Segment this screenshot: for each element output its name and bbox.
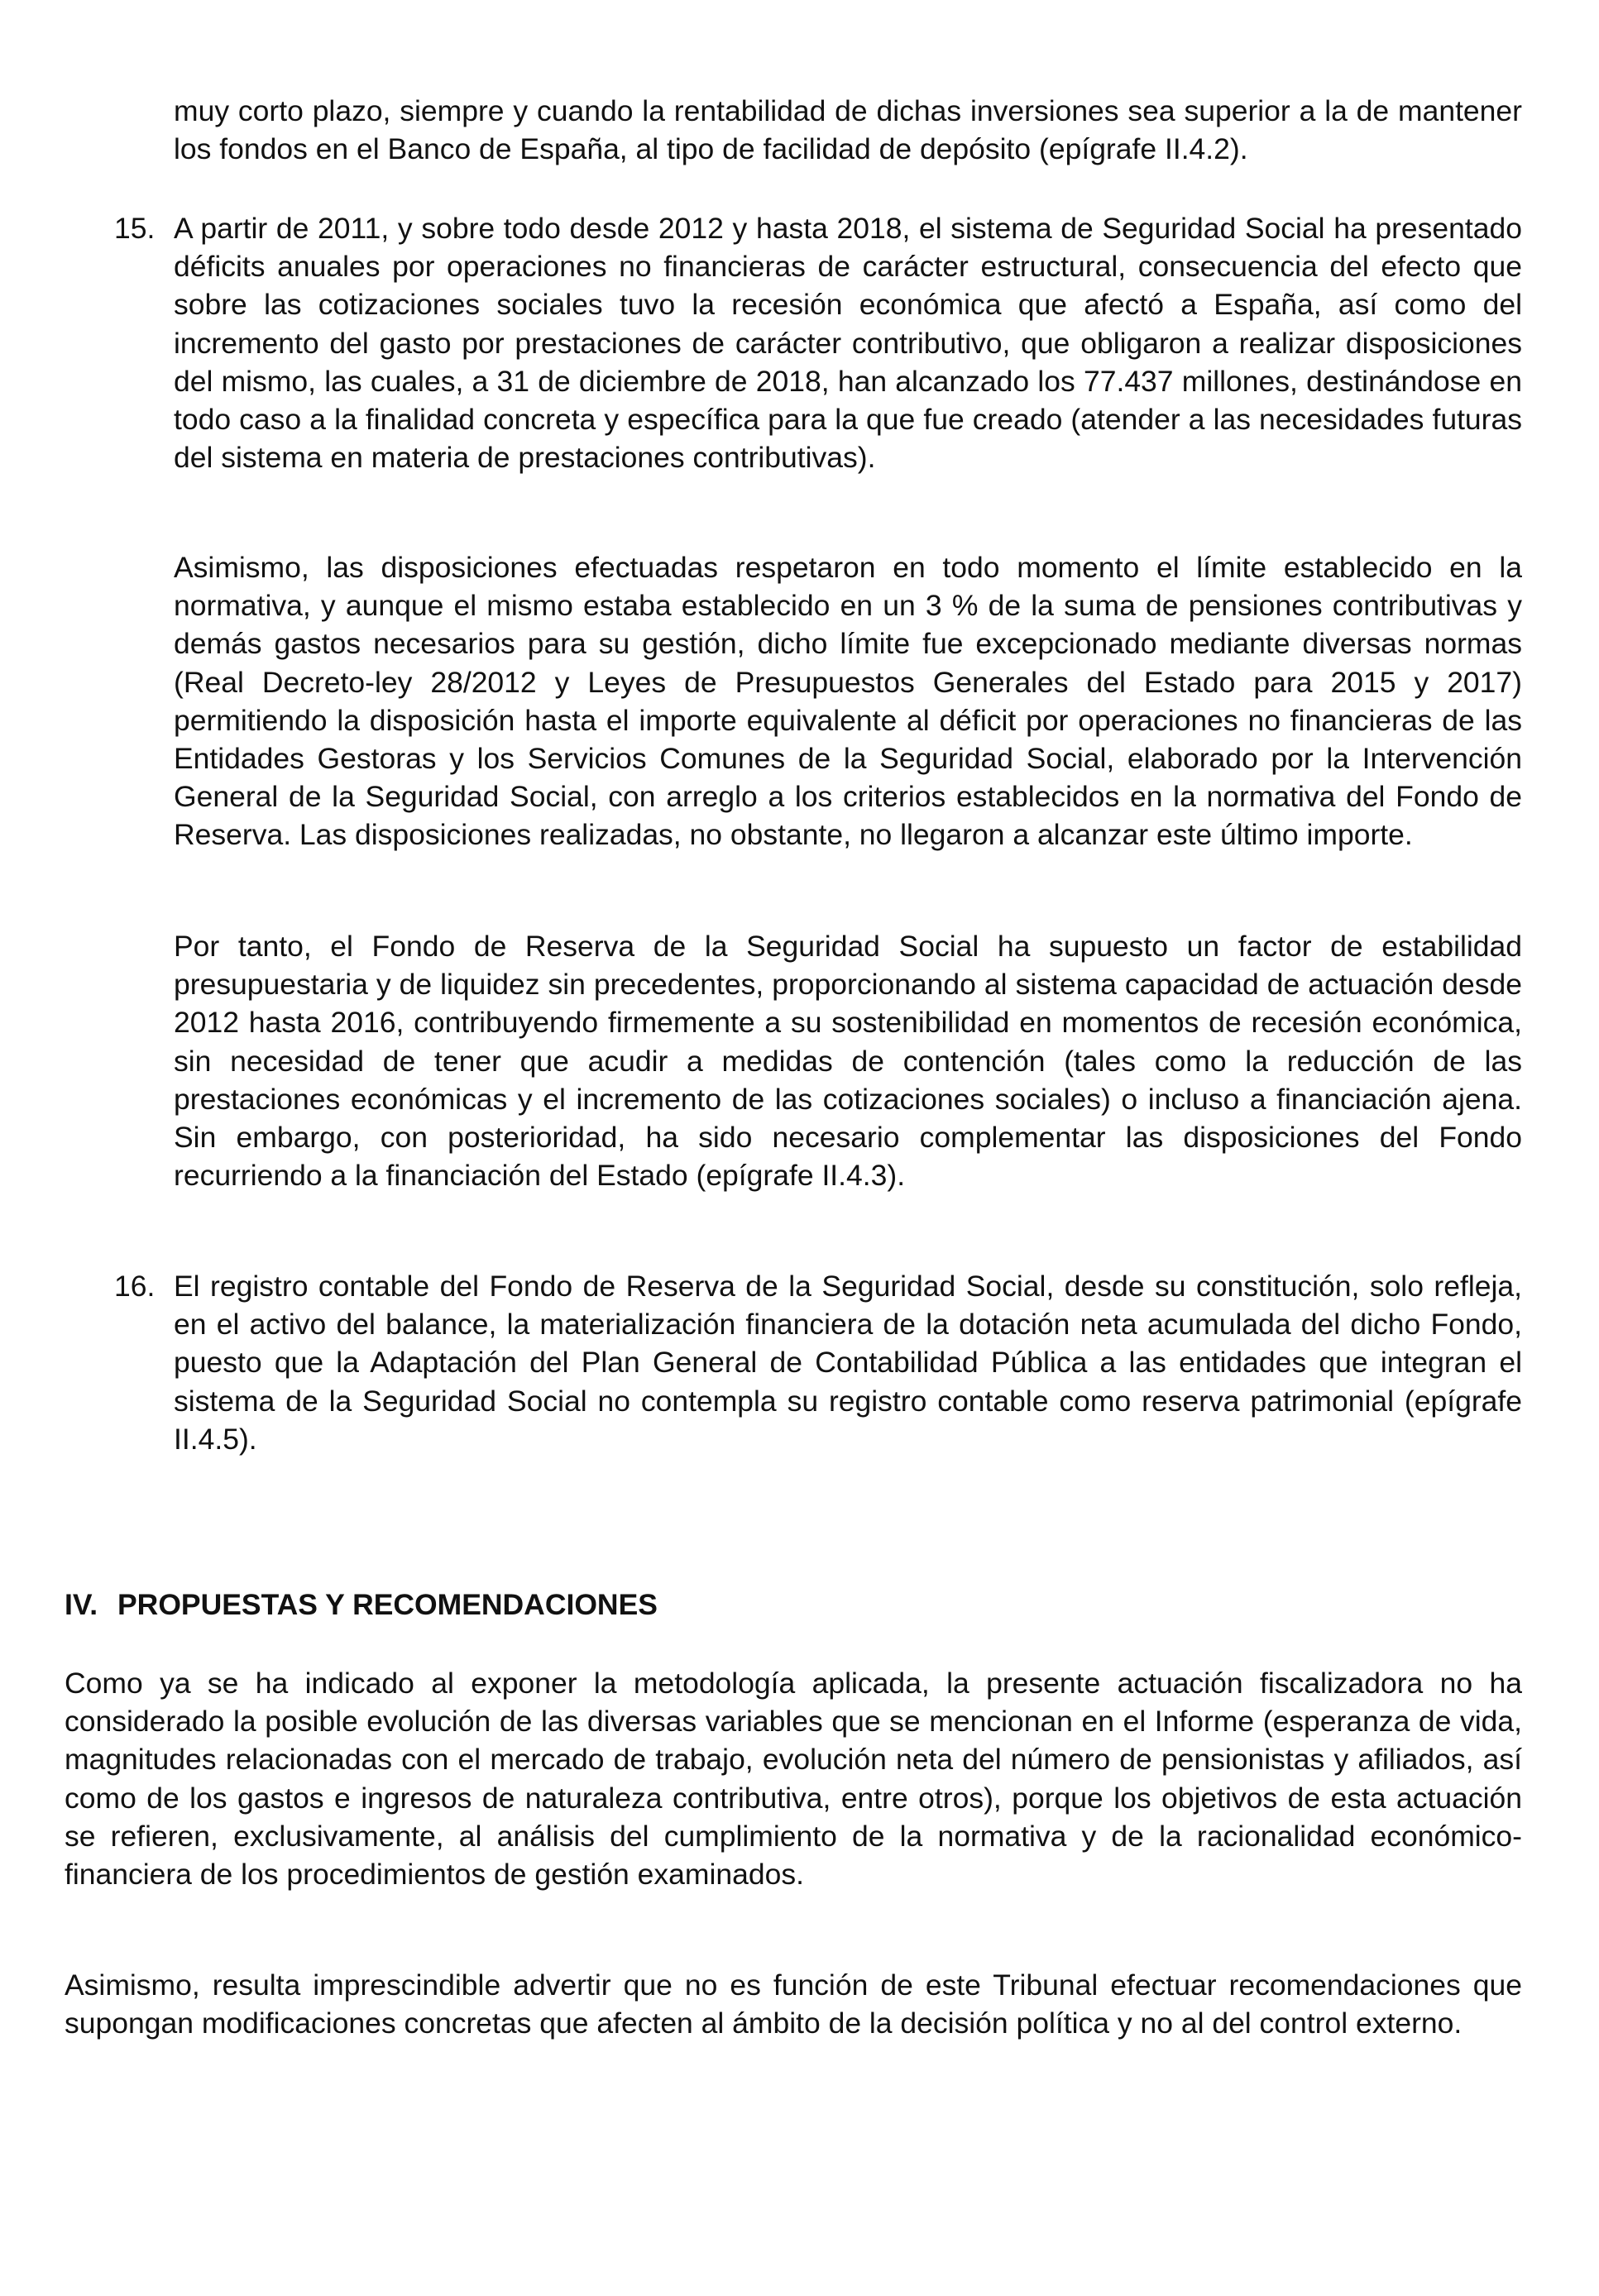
section-paragraph-2: Asimismo, resulta imprescindible advertir que no es función de este Tribunal efectuar recomendaciones que supongan modificaciones concretas que afecten al ámbito de la decisión política y no al del control externo.: [65, 1968, 1522, 2040]
section-heading: [65, 1586, 658, 1624]
section-paragraph-1: Como ya se ha indicado al exponer la metodología aplicada, la presente actuación fiscalizadora no ha considerado la posible evolución de las diversas variables que se mencionan en el Informe (esperanza de vida, magnitudes relacionadas con el mercado de trabajo, evolución neta del número de pensionistas y afiliados, así como de los gastos e ingresos de naturaleza contributiva, entre otros), porque los objetivos de esta actuación se refieren, exclusivamente, al análisis del cumplimiento de la normativa y de la racionalidad económico-financiera de los procedimientos de gestión examinados.: [65, 1667, 1522, 1892]
section-number: IV.: [65, 1588, 98, 1621]
section-title: PROPUESTAS Y RECOMENDACIONES: [117, 1588, 658, 1621]
item-15-paragraph-3: Por tanto, el Fondo de Reserva de la Seguridad Social ha supuesto un factor de estabilidad presupuestaria y de liquidez sin precedentes, proporcionando al sistema capacidad de actuación desde 2012 hasta 2016, contribuyendo firmemente a su sostenibilidad en momentos de recesión económica, sin necesidad de tener que acudir a medidas de contención (tales como la reducción de las prestaciones económicas y el incremento de las cotizaciones sociales) o incluso a financiación ajena. Sin embargo, con posterioridad, ha sido necesario complementar las disposiciones del Fondo recurriendo a la financiación del Estado (epígrafe II.4.3).: [174, 930, 1522, 1193]
item-number-16: 16.: [114, 1270, 156, 1303]
item-15-paragraph-2: Asimismo, las disposiciones efectuadas respetaron en todo momento el límite establecido en la normativa, y aunque el mismo estaba establecido en un 3 % de la suma de pensiones contributivas y demás gastos necesarios para su gestión, dicho límite fue excepcionado mediante diversas normas (Real Decreto-ley 28/2012 y Leyes de Presupuestos Generales del Estado para 2015 y 2017) permitiendo la disposición hasta el importe equivalente al déficit por operaciones no financieras de las Entidades Gestoras y los Servicios Comunes de la Seguridad Social, elaborado por la Intervención General de la Seguridad Social, con arreglo a los criterios establecidos en la normativa del Fondo de Reserva. Las disposiciones realizadas, no obstante, no llegaron a alcanzar este último importe.: [174, 551, 1522, 852]
item-number-15: 15.: [114, 212, 156, 245]
continuation-paragraph: muy corto plazo, siempre y cuando la rentabilidad de dichas inversiones sea superior a la de mantener los fondos en el Banco de España, al tipo de facilidad de depósito (epígrafe II.4.2).: [174, 94, 1522, 166]
item-15-paragraph-1: A partir de 2011, y sobre todo desde 2012 y hasta 2018, el sistema de Seguridad Social ha presentado déficits anuales por operaciones no financieras de carácter estructural, consecuencia del efecto que sobre las cotizaciones sociales tuvo la recesión económica que afectó a España, así como del incremento del gasto por prestaciones de carácter contributivo, que obligaron a realizar disposiciones del mismo, las cuales, a 31 de diciembre de 2018, han alcanzado los 77.437 millones, destinándose en todo caso a la finalidad concreta y específica para la que fue creado (atender a las necesidades futuras del sistema en materia de prestaciones contributivas).: [174, 212, 1522, 475]
item-16-paragraph-1: El registro contable del Fondo de Reserva de la Seguridad Social, desde su constitución, solo refleja, en el activo del balance, la materialización financiera de la dotación neta acumulada del dicho Fondo, puesto que la Adaptación del Plan General de Contabilidad Pública a las entidades que integran el sistema de la Seguridad Social no contempla su registro contable como reserva patrimonial (epígrafe II.4.5).: [174, 1270, 1522, 1456]
